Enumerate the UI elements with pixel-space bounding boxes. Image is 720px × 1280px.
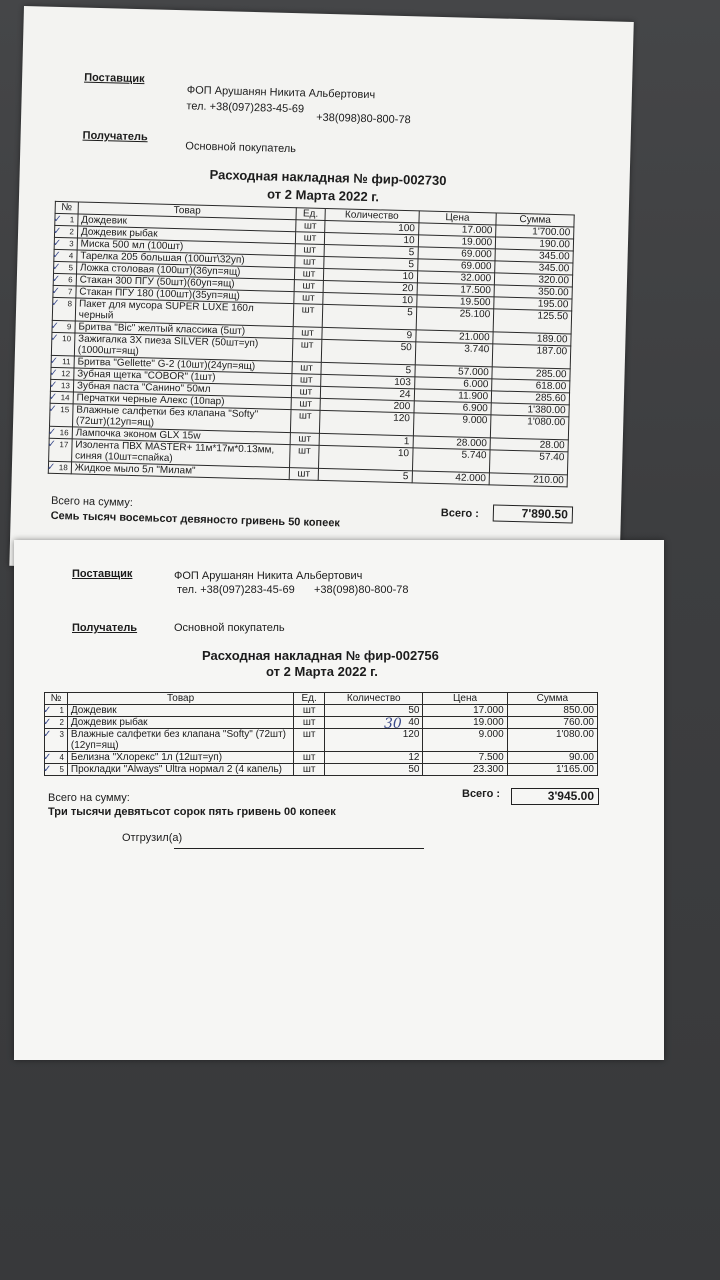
row-price: 19.000 xyxy=(418,235,496,249)
row-number: 3 ✓ xyxy=(45,729,68,752)
table-row xyxy=(45,752,598,764)
row-quantity: 5 xyxy=(322,304,416,329)
row-price: 69.000 xyxy=(418,247,496,261)
row-price: 5.740 xyxy=(412,448,490,473)
row-quantity: 5 xyxy=(324,244,418,258)
invoice-sheet-1 xyxy=(9,6,633,582)
row-unit: шт xyxy=(296,220,325,233)
row-item-name: Дождевик рыбак xyxy=(77,226,295,244)
row-price: 42.000 xyxy=(412,471,490,485)
supplier-label: Поставщик xyxy=(83,71,145,86)
row-item-name: Белизна "Хлорекс" 1л (12шт=уп) xyxy=(67,752,293,764)
row-sum: 618.00 xyxy=(492,379,570,393)
header-price: Цена xyxy=(423,693,507,705)
row-item-name: Изолента ПВХ MASTER+ 11м*17м*0.13мм, синяя (10шт=спайка) xyxy=(71,439,290,468)
row-price: 17.500 xyxy=(417,283,495,297)
row-quantity: 100 xyxy=(324,220,418,234)
row-unit: шт xyxy=(294,752,325,764)
row-number: 15 ✓ xyxy=(50,403,73,427)
row-unit: шт xyxy=(290,433,319,446)
row-unit: шт xyxy=(291,398,320,411)
row-number: 1 ✓ xyxy=(45,705,68,717)
row-price: 17.000 xyxy=(418,223,496,237)
row-sum: 1'380.00 xyxy=(491,403,569,417)
row-sum: 1'080.00 xyxy=(490,415,568,440)
row-number: 7 ✓ xyxy=(53,285,76,298)
row-number: 4 ✓ xyxy=(45,752,68,764)
recipient-label: Получатель xyxy=(82,129,148,144)
row-sum: 125.50 xyxy=(493,309,571,334)
row-unit: шт xyxy=(294,764,325,776)
row-number: 10 ✓ xyxy=(51,332,74,356)
total-in-words: Три тысячи девятьсот сорок пять гривень 00 копеек xyxy=(48,806,336,818)
row-quantity: 10 xyxy=(323,292,417,306)
supplier-name: ФОП Арушанян Никита Альбертович xyxy=(186,84,376,102)
row-number: 2 ✓ xyxy=(45,717,68,729)
row-unit: шт xyxy=(294,268,323,281)
invoice-sheet-2 xyxy=(14,540,664,1060)
header-no: № xyxy=(55,201,78,214)
row-sum: 57.40 xyxy=(490,450,568,475)
row-number: 18 ✓ xyxy=(48,461,71,474)
vsego-label: Всего : xyxy=(440,507,480,521)
row-price: 7.500 xyxy=(423,752,507,764)
row-quantity: 120 xyxy=(325,729,423,752)
row-sum: 189.00 xyxy=(493,332,571,346)
row-price: 69.000 xyxy=(417,259,495,273)
row-price: 28.000 xyxy=(413,436,491,450)
row-item-name: Жидкое мыло 5л "Милам" xyxy=(71,462,289,480)
row-item-name: Влажные салфетки без клапана "Softy" (72шт)(12уп=ящ) xyxy=(67,729,293,752)
header-sum: Сумма xyxy=(496,213,574,227)
row-sum: 350.00 xyxy=(494,285,572,299)
row-item-name: Ложка столовая (100шт)(36уп=ящ) xyxy=(76,262,294,280)
invoice-table-1 xyxy=(48,201,575,488)
row-quantity: 200 xyxy=(320,398,414,412)
row-unit: шт xyxy=(294,717,325,729)
header-item: Товар xyxy=(67,693,293,705)
row-unit: шт xyxy=(294,280,323,293)
row-sum: 1'080.00 xyxy=(507,729,597,752)
check-mark-icon: ✓ xyxy=(51,285,61,298)
row-sum: 195.00 xyxy=(494,297,572,311)
check-mark-icon: ✓ xyxy=(43,764,52,775)
row-unit: шт xyxy=(290,410,319,434)
header-item: Товар xyxy=(78,202,296,220)
row-item-name: Зубная паста "Санино" 50мл xyxy=(73,380,291,398)
row-quantity: 10 xyxy=(323,268,417,282)
check-mark-icon: ✓ xyxy=(51,297,60,310)
row-item-name: Бритва "Bic" желтый классика (5шт) xyxy=(75,321,293,339)
row-item-name: Дождевик xyxy=(78,214,296,232)
row-quantity: 12 xyxy=(325,752,423,764)
row-sum: 190.00 xyxy=(495,237,573,251)
row-price: 17.000 xyxy=(423,705,507,717)
row-item-name: Бритва "Gellette" G-2 (10шт)(24уп=ящ) xyxy=(74,356,292,374)
check-mark-icon: ✓ xyxy=(51,273,61,286)
header-no: № xyxy=(45,693,68,705)
supplier-phone-2: +38(098)80-800-78 xyxy=(314,584,409,596)
row-quantity: 50 xyxy=(325,705,423,717)
row-number: 8 ✓ xyxy=(52,297,75,321)
row-quantity: 24 xyxy=(320,386,414,400)
recipient-label: Получатель xyxy=(72,622,138,634)
row-quantity: 40 xyxy=(325,717,423,729)
recipient-name: Основной покупатель xyxy=(174,622,285,634)
handwritten-quantity-note: 30 xyxy=(384,716,402,732)
row-price: 32.000 xyxy=(417,271,495,285)
check-mark-icon: ✓ xyxy=(48,391,58,404)
header-qty: Количество xyxy=(325,208,419,222)
check-mark-icon: ✓ xyxy=(49,367,58,380)
check-mark-icon: ✓ xyxy=(52,225,62,238)
row-price: 9.000 xyxy=(413,413,491,438)
row-unit: шт xyxy=(294,705,325,717)
signature-line xyxy=(174,848,424,849)
row-item-name: Прокладки "Always" Ultra нормал 2 (4 капель) xyxy=(67,764,293,776)
total-label: Всего на сумму: xyxy=(48,792,130,804)
row-price: 19.000 xyxy=(423,717,507,729)
header-sum: Сумма xyxy=(507,693,597,705)
row-number: 11 ✓ xyxy=(51,355,74,368)
invoice-date: от 2 Марта 2022 г. xyxy=(266,186,380,205)
row-quantity: 1 xyxy=(319,433,413,447)
header-unit: Ед. xyxy=(294,693,325,705)
row-sum: 285.00 xyxy=(492,367,570,381)
row-item-name: Стакан 300 ПГУ (50шт)(60уп=ящ) xyxy=(76,274,294,292)
row-number: 3 ✓ xyxy=(54,237,77,250)
row-price: 21.000 xyxy=(415,330,493,344)
row-item-name: Дождевик xyxy=(67,705,293,717)
header-price: Цена xyxy=(419,211,497,225)
check-mark-icon: ✓ xyxy=(43,705,52,716)
row-number: 2 ✓ xyxy=(54,225,77,238)
row-number: 16 ✓ xyxy=(49,426,72,439)
supplier-phone-1: тел. +38(097)283-45-69 xyxy=(177,584,295,596)
table-row xyxy=(45,717,598,729)
row-number: 1 ✓ xyxy=(55,213,78,226)
supplier-phone-1: тел. +38(097)283-45-69 xyxy=(186,100,305,116)
row-sum: 345.00 xyxy=(495,261,573,275)
row-item-name: Зубная щетка "COBOR" (1шт) xyxy=(74,368,292,386)
row-number: 5 ✓ xyxy=(45,764,68,776)
row-sum: 28.00 xyxy=(490,438,568,452)
row-unit: шт xyxy=(293,304,322,328)
supplier-name: ФОП Арушанян Никита Альбертович xyxy=(174,570,363,582)
table-row xyxy=(45,764,598,776)
header-unit: Ед. xyxy=(296,208,325,221)
check-mark-icon: ✓ xyxy=(53,213,62,226)
row-quantity: 5 xyxy=(318,468,412,482)
check-mark-icon: ✓ xyxy=(52,237,62,250)
row-sum: 760.00 xyxy=(507,717,597,729)
supplier-label: Поставщик xyxy=(72,568,133,580)
row-number: 12 ✓ xyxy=(51,367,74,380)
row-price: 3.740 xyxy=(415,342,493,367)
row-price: 6.000 xyxy=(414,377,492,391)
row-number: 6 ✓ xyxy=(53,273,76,286)
row-sum: 210.00 xyxy=(489,473,567,487)
row-quantity: 9 xyxy=(322,327,416,341)
row-quantity: 50 xyxy=(325,764,423,776)
row-number: 17 ✓ xyxy=(49,438,72,462)
row-sum: 90.00 xyxy=(507,752,597,764)
recipient-name: Основной покупатель xyxy=(185,140,297,156)
table-body xyxy=(48,213,574,486)
total-in-words: Семь тысяч восемьсот девяносто гривень 50 копеек xyxy=(50,509,341,530)
row-quantity: 10 xyxy=(318,445,412,470)
row-unit: шт xyxy=(295,244,324,257)
row-number: 13 ✓ xyxy=(50,379,73,392)
row-item-name: Стакан ПГУ 180 (100шт)(35уп=ящ) xyxy=(76,286,294,304)
row-item-name: Тарелка 205 большая (100шт\32уп) xyxy=(77,250,295,268)
row-quantity: 10 xyxy=(324,232,418,246)
check-mark-icon: ✓ xyxy=(43,752,52,763)
row-price: 11.900 xyxy=(414,389,492,403)
total-label: Всего на сумму: xyxy=(50,494,134,510)
row-item-name: Влажные салфетки без клапана "Softy" (72шт)(12уп=ящ) xyxy=(72,404,291,433)
row-item-name: Перчатки черные Алекс (10пар) xyxy=(73,392,291,410)
check-mark-icon: ✓ xyxy=(48,403,57,415)
row-unit: шт xyxy=(292,374,321,387)
invoice-table-2 xyxy=(44,692,598,776)
table-header xyxy=(45,693,598,705)
row-number: 4 ✓ xyxy=(54,249,77,262)
check-mark-icon: ✓ xyxy=(50,332,59,345)
row-item-name: Зажигалка 3Х пиеза SILVER (50шт=уп)(1000шт=ящ) xyxy=(74,333,293,362)
table-body xyxy=(45,705,598,776)
invoice-title: Расходная накладная № фир-002730 xyxy=(209,166,447,189)
row-unit: шт xyxy=(295,256,324,269)
check-mark-icon: ✓ xyxy=(47,426,57,438)
invoice-date: от 2 Марта 2022 г. xyxy=(266,664,378,679)
row-item-name: Лампочка эконом GLX 15w xyxy=(72,427,290,445)
row-quantity: 120 xyxy=(319,410,413,435)
total-value: 3'945.00 xyxy=(511,788,599,805)
row-unit: шт xyxy=(290,445,319,469)
check-mark-icon: ✓ xyxy=(43,717,52,728)
header-qty: Количество xyxy=(325,693,423,705)
check-mark-icon: ✓ xyxy=(52,261,61,274)
row-quantity: 50 xyxy=(321,339,415,364)
row-item-name: Дождевик рыбак xyxy=(67,717,293,729)
row-price: 23.300 xyxy=(423,764,507,776)
row-sum: 345.00 xyxy=(495,249,573,263)
check-mark-icon: ✓ xyxy=(47,438,57,450)
row-number: 9 ✓ xyxy=(52,320,75,333)
check-mark-icon: ✓ xyxy=(43,729,52,740)
row-unit: шт xyxy=(292,339,321,363)
row-price: 6.900 xyxy=(414,401,492,415)
row-number: 14 ✓ xyxy=(50,391,73,404)
row-sum: 1'165.00 xyxy=(507,764,597,776)
row-quantity: 5 xyxy=(324,256,418,270)
row-unit: шт xyxy=(291,386,320,399)
row-unit: шт xyxy=(292,362,321,375)
row-unit: шт xyxy=(293,327,322,340)
check-mark-icon: ✓ xyxy=(46,461,56,473)
row-unit: шт xyxy=(294,292,323,305)
row-quantity: 20 xyxy=(323,280,417,294)
invoice-title: Расходная накладная № фир-002756 xyxy=(202,648,439,663)
row-number: 5 ✓ xyxy=(54,261,77,274)
check-mark-icon: ✓ xyxy=(50,320,60,333)
row-price: 57.000 xyxy=(415,365,493,379)
row-unit: шт xyxy=(295,232,324,245)
row-price: 9.000 xyxy=(423,729,507,752)
row-quantity: 103 xyxy=(320,374,414,388)
check-mark-icon: ✓ xyxy=(49,355,59,368)
total-value: 7'890.50 xyxy=(493,504,573,523)
row-price: 25.100 xyxy=(416,307,494,332)
supplier-phone-2: +38(098)80-800-78 xyxy=(316,111,411,127)
row-item-name: Пакет для мусора SUPER LUXE 160л черный xyxy=(75,298,294,327)
row-sum: 285.60 xyxy=(491,391,569,405)
row-sum: 187.00 xyxy=(492,344,570,369)
row-item-name: Миска 500 мл (100шт) xyxy=(77,238,295,256)
row-sum: 1'700.00 xyxy=(496,225,574,239)
check-mark-icon: ✓ xyxy=(48,379,58,392)
row-unit: шт xyxy=(289,468,318,481)
shipped-by-label: Отгрузил(а) xyxy=(122,832,183,844)
row-quantity: 5 xyxy=(321,362,415,376)
check-mark-icon: ✓ xyxy=(52,249,62,262)
table-row xyxy=(45,705,598,717)
table-row xyxy=(45,729,598,752)
row-price: 19.500 xyxy=(416,295,494,309)
vsego-label: Всего : xyxy=(462,788,501,800)
row-sum: 320.00 xyxy=(495,273,573,287)
row-sum: 850.00 xyxy=(507,705,597,717)
row-unit: шт xyxy=(294,729,325,752)
